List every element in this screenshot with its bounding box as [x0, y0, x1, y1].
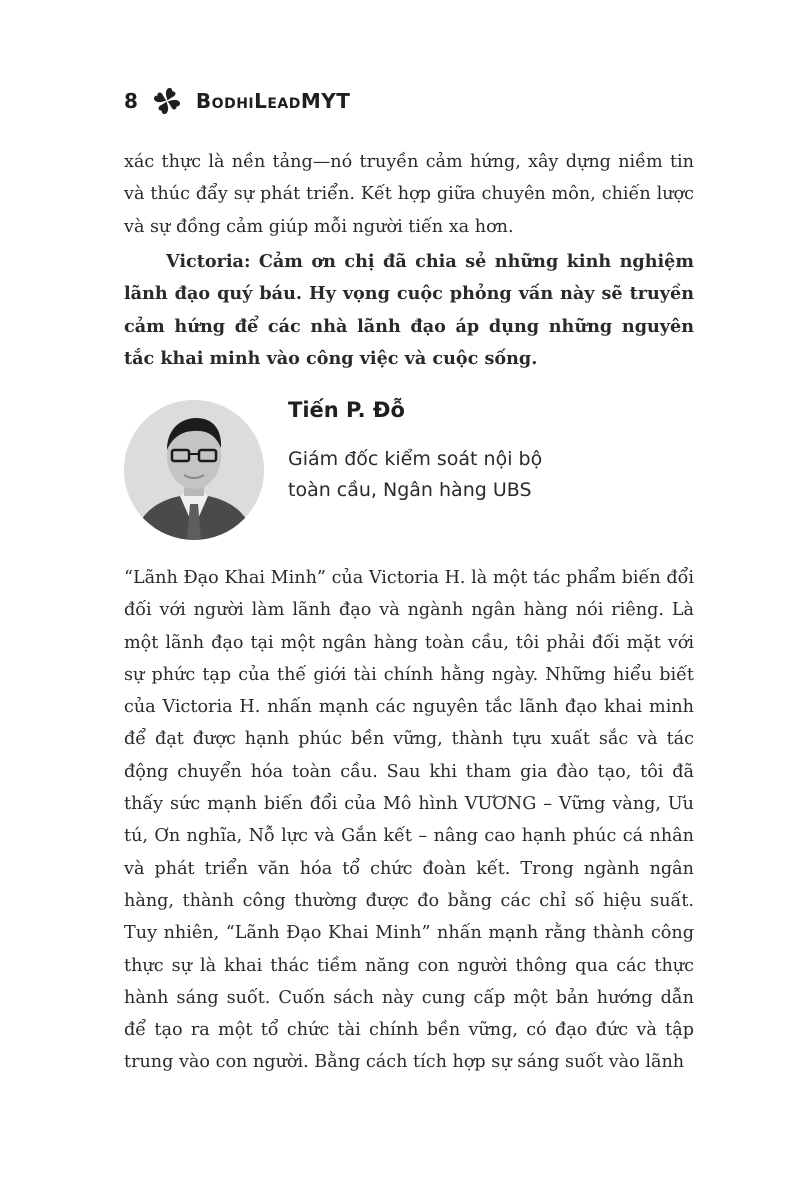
- paragraph-text: xác thực là nền tảng—nó truyền cảm hứng, xây dựng niềm tin và thúc đẩy sự phát triển. Kết hợp giữa chuyên môn, chiến lược và sự đồng cảm giúp mỗi người tiến xa hơn.: [124, 152, 694, 237]
- testimonial-profile: [124, 398, 704, 538]
- profile-role-line: toàn cầu, Ngân hàng UBS: [288, 479, 532, 501]
- profile-role-line: Giám đốc kiểm soát nội bộ: [288, 448, 543, 470]
- paragraph-text: Victoria: Cảm ơn chị đã chia sẻ những kinh nghiệm lãnh đạo quý báu. Hy vọng cuộc phỏng vấn này sẽ truyền cảm hứng để các nhà lãnh đạo áp dụng những nguyên tắc khai minh vào công việc và cuộc sống.: [124, 251, 694, 369]
- profile-name: Tiến P. Đỗ: [288, 398, 405, 422]
- paragraph-testimonial: [124, 562, 694, 1079]
- paragraph-intro: [124, 146, 694, 243]
- page-header: [124, 86, 350, 116]
- avatar: [124, 400, 264, 540]
- paragraph-text: “Lãnh Đạo Khai Minh” của Victoria H. là một tác phẩm biến đổi đối với người làm lãnh đạo và ngành ngân hàng nói riêng. Là một lãnh đạo tại một ngân hàng toàn cầu, tôi phải đối mặt với sự phức tạp của thế giới tài chính hằng ngày. Những hiểu biết của Victoria H. nhấn mạnh các nguyên tắc lãnh đạo khai minh để đạt được hạnh phúc bền vững, thành tựu xuất sắc và tác động chuyển hóa toàn cầu. Sau khi tham gia đào tạo, tôi đã thấy sức mạnh biến đổi của Mô hình VƯƠNG – Vững vàng, Ưu tú, Ơn nghĩa, Nỗ lực và Gắn kết – nâng cao hạnh phúc cá nhân và phát triển văn hóa tổ chức đoàn kết. Trong ngành ngân hàng, thành công thường được đo bằng các chỉ số hiệu suất. Tuy nhiên, “Lãnh Đạo Khai Minh” nhấn mạnh rằng thành công thực sự là khai thác tiềm năng con người thông qua các thực hành sáng suốt. Cuốn sách này cung cấp một bản hướng dẫn để tạo ra một tổ chức tài chính bền vững, có đạo đức và tập trung vào con người. Bằng cách tích hợp sự sáng suốt vào lãnh: [124, 568, 694, 1073]
- portrait-photo: [124, 400, 264, 540]
- paragraph-victoria-closing: [124, 246, 694, 375]
- brand-name: BodhiLeadMYT: [195, 89, 351, 113]
- profile-role: [288, 444, 648, 506]
- page-number: 8: [124, 89, 138, 113]
- four-heart-clover-icon: [152, 86, 182, 116]
